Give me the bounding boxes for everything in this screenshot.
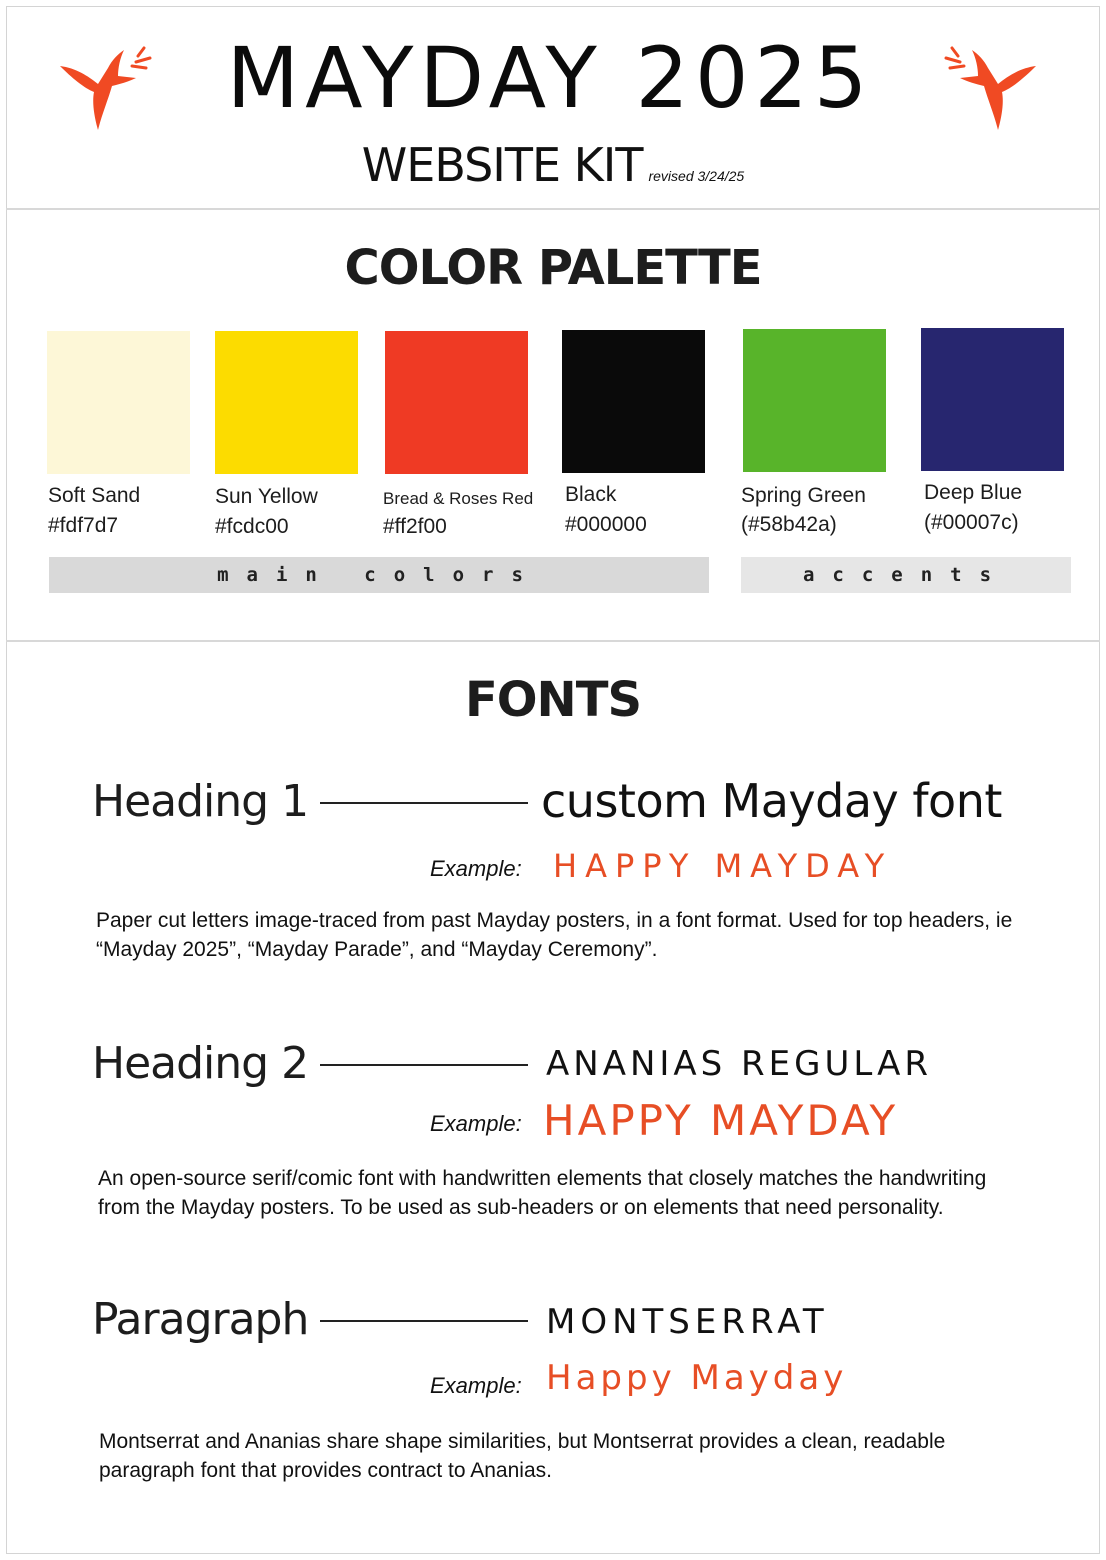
heading-1-description: Paper cut letters image-traced from past Mayday posters, in a font format. Used for top headers, ie “Mayday 2025”, “Mayday Parade”, and “Mayday Ceremony”. (96, 909, 1013, 961)
connector-line (320, 1320, 528, 1322)
swatch-hex: #000000 (565, 513, 647, 536)
swatch-name: Deep Blue (924, 481, 1023, 504)
bird-logo-left-icon (58, 38, 154, 138)
heading-2-label: Heading 2 (92, 1038, 309, 1089)
website-kit-title: WEBSITE KIT (361, 138, 643, 192)
swatch-name: Soft Sand (48, 484, 141, 507)
main-colors-label: main colors (49, 557, 709, 593)
swatch-name: Black (565, 483, 617, 506)
swatch-hex: (#58b42a) (741, 513, 837, 536)
example-label: Example: (430, 1111, 522, 1136)
heading-1-font-name: custom Mayday font (541, 774, 1002, 828)
swatch-spring-green (743, 329, 886, 472)
page-title: MAYDAY 2025 (226, 29, 874, 127)
revised-date: revised 3/24/25 (648, 168, 745, 184)
swatch-hex: #ff2f00 (383, 515, 447, 538)
paragraph-font-name: MONTSERRAT (546, 1302, 829, 1342)
swatch-hex: #fdf7d7 (48, 514, 119, 537)
example-label: Example: (430, 1373, 522, 1398)
swatch-bread-roses-red (385, 331, 528, 474)
swatch-soft-sand (47, 331, 190, 474)
swatch-name: Sun Yellow (215, 485, 318, 508)
subtitle-line (0, 138, 1106, 192)
bird-logo-right-icon (942, 38, 1038, 138)
connector-line (320, 1064, 528, 1066)
paragraph-example: Happy Mayday (546, 1358, 848, 1398)
heading-2-font-name: ANANIAS REGULAR (546, 1044, 933, 1084)
heading-2-description: An open-source serif/comic font with handwritten elements that closely matches the handwriting from the Mayday posters. To be used as sub-headers or on elements that need personality. (98, 1167, 987, 1219)
heading-2-example: HAPPY MAYDAY (543, 1096, 899, 1145)
accents-label: accents (741, 557, 1071, 593)
swatch-deep-blue (921, 328, 1064, 471)
swatch-hex: #fcdc00 (215, 515, 289, 538)
paragraph-description: Montserrat and Ananias share shape similarities, but Montserrat provides a clean, readable paragraph font that provides contract to Ananias. (99, 1430, 946, 1482)
swatch-hex: (#00007c) (924, 511, 1019, 534)
example-label: Example: (430, 856, 522, 881)
heading-1-example: HAPPY MAYDAY (553, 847, 893, 885)
swatch-name: Spring Green (741, 484, 866, 507)
divider (6, 640, 1100, 642)
divider (6, 208, 1100, 210)
heading-1-label: Heading 1 (92, 776, 309, 827)
swatch-black (562, 330, 705, 473)
color-palette-heading: COLOR PALETTE (344, 240, 762, 296)
paragraph-label: Paragraph (92, 1294, 309, 1345)
fonts-heading: FONTS (464, 672, 642, 728)
swatch-name: Bread & Roses Red (383, 489, 534, 508)
connector-line (320, 802, 528, 804)
swatch-sun-yellow (215, 331, 358, 474)
